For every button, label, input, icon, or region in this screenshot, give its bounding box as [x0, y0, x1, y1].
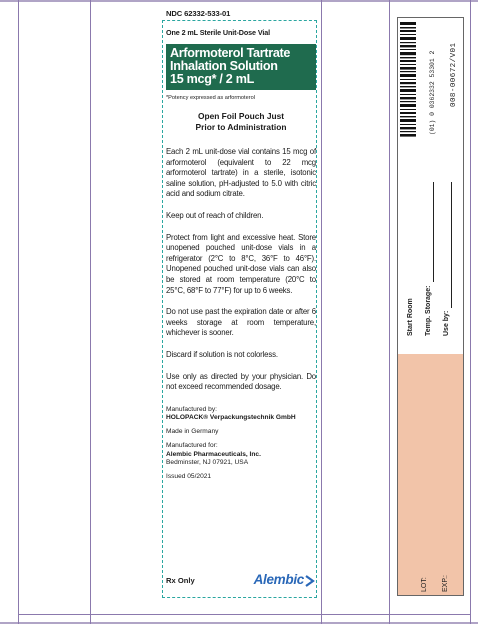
- use-by-label: Use by:: [443, 310, 450, 336]
- made-in: Made in Germany: [166, 428, 219, 436]
- label-content: [166, 9, 316, 481]
- lot-label: LOT:: [421, 577, 428, 592]
- temp-storage-label: Temp. Storage:: [425, 285, 432, 336]
- rx-only: Rx Only: [166, 576, 195, 585]
- product-strength: 15 mcg* / 2 mL: [170, 72, 254, 86]
- barcode: [398, 20, 428, 138]
- discard-paragraph: Discard if solution is not colorless.: [166, 349, 278, 359]
- foil-instruction-line1: Open Foil Pouch Just: [197, 111, 285, 121]
- manufactured-by-label: Manufactured by:: [166, 405, 217, 413]
- logo-chevron-icon: [305, 575, 315, 587]
- alembic-logo: [254, 572, 312, 587]
- product-name-banner: [166, 44, 316, 90]
- issued-date: Issued 05/2021: [166, 472, 212, 480]
- product-name-line2: Inhalation Solution: [170, 59, 278, 73]
- manufactured-for-label: Manufactured for:: [166, 442, 218, 450]
- lot-exp-box: [398, 354, 463, 595]
- exp-label: EXP.:: [442, 575, 449, 592]
- manufacturer-name: HOLOPACK® Verpackungstechnik GmbH: [166, 413, 296, 421]
- foil-instruction-line2: Prior to Administration: [195, 122, 287, 132]
- vial-description: One 2 mL Sterile Unit-Dose Vial: [166, 28, 271, 37]
- storage-paragraph: Protect from light and excessive heat. Store unopened pouched unit-dose vials in a refrigerator (2°C to 8°C, 36°F to 46°F). Unopened pouched unit-dose vials can also be stored at room temperature (20°C to 25°C, 68°F to 77°F) for up to 6 weeks.: [166, 232, 316, 295]
- product-name-line1: Arformoterol Tartrate: [170, 46, 291, 60]
- barcode-number: (01) 0 0362332 53301 2: [429, 50, 436, 135]
- footer-row: [166, 572, 312, 594]
- foil-instruction: [166, 111, 316, 133]
- bottom-fold-line: [18, 614, 470, 615]
- children-warning: Keep out of reach of children.: [166, 210, 264, 220]
- fold-line: [90, 0, 91, 624]
- fold-line: [18, 0, 19, 624]
- temp-storage-line: [433, 182, 434, 282]
- logo-text: Alembic: [253, 572, 304, 587]
- potency-note: *Potency expressed as arformoterol: [166, 95, 255, 101]
- use-by-line: [451, 182, 452, 308]
- ndc-number: NDC 62332-533-01: [166, 9, 231, 18]
- fold-line: [321, 0, 322, 624]
- start-room-label: Start Room: [407, 298, 414, 336]
- fold-line: [389, 0, 390, 624]
- expiration-paragraph: Do not use past the expiration date or after 6 weeks storage at room temperature, whichever is sooner.: [166, 307, 316, 338]
- fold-line: [470, 0, 471, 624]
- dosage-paragraph: Use only as directed by your physician. Do not exceed recommended dosage.: [166, 371, 316, 392]
- distributor-address: Bedminster, NJ 07921, USA: [166, 458, 249, 466]
- distributor-name: Alembic Pharmaceuticals, Inc.: [166, 450, 261, 458]
- vertical-code: 008-00672/V01: [450, 42, 458, 107]
- composition-paragraph: Each 2 mL unit-dose vial contains 15 mcg of arformoterol (equivalent to 22 mcg arformoterol tartrate) in a sterile, isotonic saline solution, pH-adjusted to 5.0 with citric acid and sodium citrate.: [166, 147, 316, 199]
